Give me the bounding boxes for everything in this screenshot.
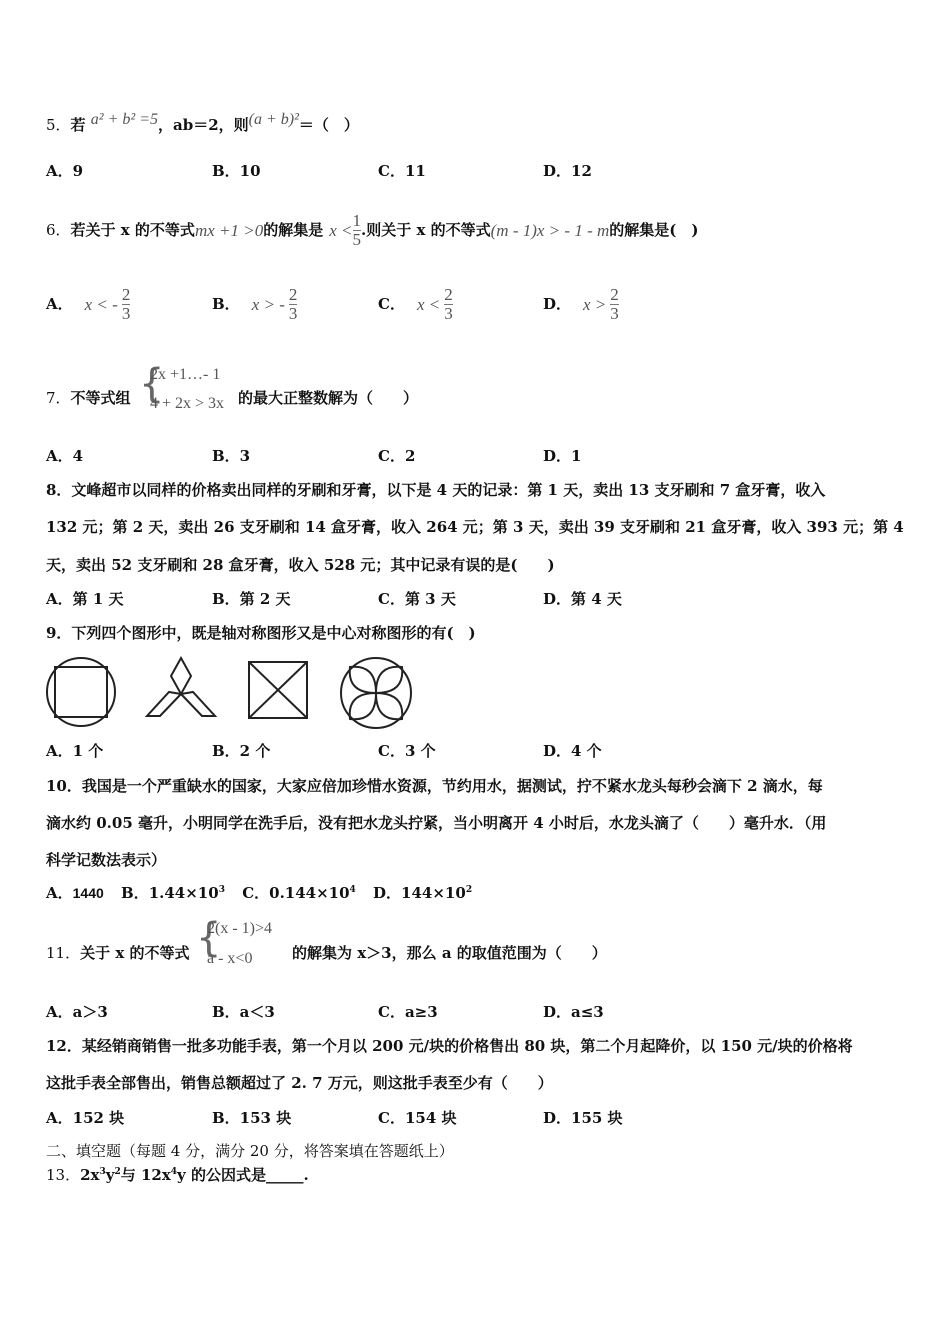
q5-option-a[interactable]: A．9 <box>46 162 84 180</box>
q8-line-1: 8．文峰超市以同样的价格卖出同样的牙刷和牙膏，以下是 4 天的记录：第 1 天，卖出 13 支牙刷和 7 盒牙膏，收入 <box>46 481 826 499</box>
option-exponent: 2 <box>465 885 473 895</box>
option-lhs: x < <box>416 294 441 314</box>
q6-solution-fraction <box>353 212 362 249</box>
fraction-denominator: 5 <box>352 229 361 249</box>
q7-row-2: 4 + 2x > 3x <box>150 395 225 412</box>
q10-line-3: 科学记数法表示） <box>46 851 167 869</box>
q6-option-a[interactable] <box>46 280 130 328</box>
q9-option-b[interactable]: B．2 个 <box>212 742 271 760</box>
fraction-numerator: 1 <box>352 210 361 230</box>
fraction-numerator: 2 <box>288 284 298 304</box>
option-label: A． <box>46 884 73 902</box>
q6-option-b[interactable] <box>212 280 297 328</box>
q5-expr1: a² + b² =5 <box>90 111 158 128</box>
q6-line <box>46 200 698 260</box>
q11-row-2: a - x<0 <box>207 950 253 967</box>
q7-text-1: 不等式组 <box>70 389 131 407</box>
q7-prefix <box>46 391 131 406</box>
q13-exponent-3: 4 <box>170 1167 178 1177</box>
q7-text-2: 的最大正整数解为（ ） <box>238 389 419 407</box>
q6-text-3: .则关于 x 的不等式 <box>361 220 491 239</box>
option-fraction <box>444 286 453 323</box>
q5-post: ＝（ ） <box>298 116 359 134</box>
q7-option-b[interactable]: B．3 <box>212 447 251 465</box>
q9-figure-circle-square <box>44 656 118 728</box>
option-label: D．144×10 <box>373 884 466 902</box>
q5-option-c[interactable]: C．11 <box>378 162 426 180</box>
q13-number: 13． <box>46 1166 81 1184</box>
section-2-heading: 二、填空题（每题 4 分，满分 20 分，将答案填在答题纸上） <box>46 1142 454 1160</box>
option-value: 1440 <box>72 885 104 901</box>
q10-option-b[interactable] <box>121 884 225 902</box>
q11-option-b[interactable]: B．a＜3 <box>212 1003 275 1021</box>
q11-text-1: 关于 x 的不等式 <box>80 944 190 962</box>
q8-option-a[interactable]: A．第 1 天 <box>46 590 124 608</box>
q7-brace: { <box>139 361 165 407</box>
q5-option-d[interactable]: D．12 <box>543 162 592 180</box>
q6-option-c[interactable] <box>378 280 453 328</box>
option-fraction <box>289 286 298 323</box>
q11-option-c[interactable]: C．a≥3 <box>378 1003 438 1021</box>
q12-option-c[interactable]: C．154 块 <box>378 1109 457 1127</box>
q8-option-c[interactable]: C．第 3 天 <box>378 590 456 608</box>
q6-text-4: 的解集是( ) <box>609 220 699 239</box>
option-fraction <box>122 286 131 323</box>
q13-term-2: y <box>105 1166 115 1184</box>
q8-line-3: 天，卖出 52 支牙刷和 28 盒牙膏，收入 528 元；其中记录有误的是( ) <box>46 556 555 574</box>
q9-figure-three-rhombus <box>144 656 218 720</box>
q9-figure-square-diagonals <box>247 660 309 720</box>
q6-number: 6． <box>46 220 71 239</box>
q9-option-a[interactable]: A．1 个 <box>46 742 104 760</box>
q13-exponent-2: 2 <box>114 1167 121 1177</box>
q6-solution-lhs: x < <box>329 220 353 240</box>
q6-inequality-2: (m - 1)x > - 1 - m <box>490 220 610 240</box>
q10-line-1: 10．我国是一个严重缺水的国家，大家应倍加珍惜水资源，节约用水，据测试，拧不紧水龙头每秒会滴下 2 滴水，每 <box>46 777 823 795</box>
q12-line-2: 这批手表全部售出，销售总额超过了 2. 7 万元，则这批手表至少有（ ） <box>46 1074 553 1092</box>
q10-options <box>46 886 472 901</box>
q13-line <box>46 1168 309 1183</box>
q11-option-a[interactable]: A．a＞3 <box>46 1003 108 1021</box>
q8-option-b[interactable]: B．第 2 天 <box>212 590 291 608</box>
option-exponent: 3 <box>218 885 225 895</box>
fraction-denominator: 3 <box>121 303 131 323</box>
q10-option-c[interactable] <box>242 884 356 902</box>
option-label: C．0.144×10 <box>242 884 350 902</box>
option-fraction <box>610 286 619 323</box>
q6-text-2: 的解集是 <box>263 220 324 239</box>
q8-option-d[interactable]: D．第 4 天 <box>543 590 622 608</box>
q10-line-2: 滴水约 0.05 毫升，小明同学在洗手后，没有把水龙头拧紧，当小明离开 4 小时后，水龙头滴了（ ）毫升水．（用 <box>46 814 827 832</box>
q7-option-c[interactable]: C．2 <box>378 447 416 465</box>
q5-line <box>46 111 359 134</box>
fraction-denominator: 3 <box>610 303 619 323</box>
fraction-denominator: 3 <box>444 303 453 323</box>
option-label: B．1.44×10 <box>121 884 219 902</box>
option-lhs: x > - <box>251 294 285 314</box>
q11-prefix <box>46 946 189 961</box>
q6-text-1: 若关于 x 的不等式 <box>70 220 195 239</box>
q9-figure-circle-petals <box>338 656 414 730</box>
option-label: A． <box>46 294 73 313</box>
fraction-numerator: 2 <box>610 284 619 304</box>
q11-option-d[interactable]: D．a≤3 <box>543 1003 604 1021</box>
q8-line-2: 132 元；第 2 天，卖出 26 支牙刷和 14 盒牙膏，收入 264 元；第 3 天，卖出 39 支牙刷和 21 盒牙膏，收入 393 元；第 4 <box>46 518 904 536</box>
q5-prefix: 若 <box>70 116 86 134</box>
q5-mid: ，ab＝2，则 <box>157 116 249 134</box>
q11-row-1: 2(x - 1)>4 <box>207 920 273 937</box>
q6-option-d[interactable] <box>543 280 619 328</box>
q5-expr2: (a + b)² <box>248 111 299 128</box>
fraction-numerator: 2 <box>444 284 453 304</box>
q11-text-2: 的解集为 x＞3，那么 a 的取值范围为（ ） <box>292 944 607 962</box>
q12-line-1: 12．某经销商销售一批多功能手表，第一个月以 200 元/块的价格售出 80 块，第二个月起降价，以 150 元/块的价格将 <box>46 1037 853 1055</box>
q10-option-a[interactable] <box>46 884 104 902</box>
q13-term-4: y 的公因式是_____. <box>177 1166 309 1184</box>
q13-exponent-1: 3 <box>99 1167 106 1177</box>
q7-row-1: 2x +1…- 1 <box>150 366 221 383</box>
option-label: B． <box>212 294 240 313</box>
q13-term-1: 2x <box>80 1166 100 1184</box>
option-lhs: x < - <box>84 294 118 314</box>
fraction-denominator: 3 <box>288 303 298 323</box>
q7-option-a[interactable]: A．4 <box>46 447 84 465</box>
q13-term-3: 与 12x <box>120 1166 171 1184</box>
q10-option-d[interactable] <box>373 884 472 902</box>
q9-option-d[interactable]: D．4 个 <box>543 742 602 760</box>
option-exponent: 4 <box>349 885 356 895</box>
q5-option-b[interactable]: B．10 <box>212 162 261 180</box>
option-label: C． <box>378 294 405 313</box>
q7-number: 7． <box>46 389 71 407</box>
q12-option-a[interactable]: A．152 块 <box>46 1109 125 1127</box>
option-label: D． <box>543 294 572 313</box>
q12-option-d[interactable]: D．155 块 <box>543 1109 623 1127</box>
option-lhs: x > <box>583 294 607 314</box>
q5-number: 5． <box>46 116 71 134</box>
q6-inequality-1: mx +1 >0 <box>194 220 264 240</box>
q9-option-c[interactable]: C．3 个 <box>378 742 436 760</box>
q9-text: 9．下列四个图形中，既是轴对称图形又是中心对称图形的有( ) <box>46 624 476 642</box>
fraction-numerator: 2 <box>121 284 131 304</box>
q7-option-d[interactable]: D．1 <box>543 447 582 465</box>
q11-brace: { <box>196 915 222 961</box>
q11-number: 11． <box>46 944 81 962</box>
q12-option-b[interactable]: B．153 块 <box>212 1109 292 1127</box>
